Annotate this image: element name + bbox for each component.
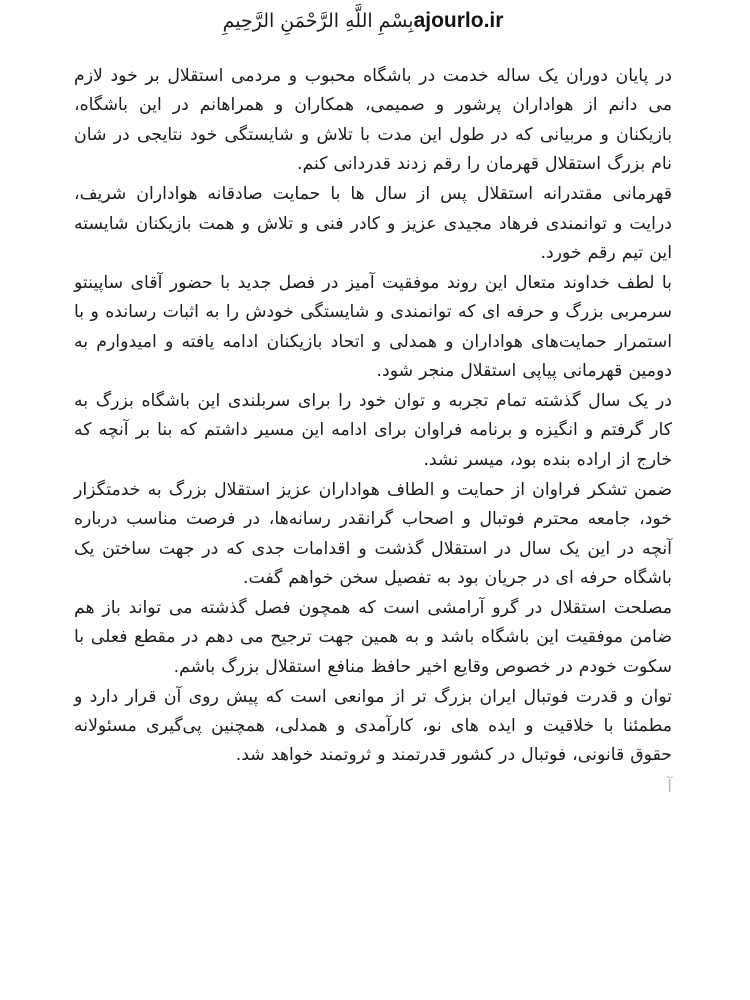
paragraph: در یک سال گذشته تمام تجربه و توان خود را برای سربلندی این باشگاه بزرگ به کار گرفتم و انگیزه و برنامه فراوان برای ادامه این مسیر داشتم که بنا بر آنچه که خارج از اراده بنده بود، میسر نشد.	[74, 390, 672, 470]
paragraph: ضمن تشکر فراوان از حمایت و الطاف هواداران عزیز استقلال بزرگ به خدمتگزار خود، جامعه محترم فوتبال و اصحاب گرانقدر رسانه‌ها، در فرصت مناسب درباره آنچه در این یک سال در استقلال گذشت و اقدامات جدی که در جهت ساختن یک باشگاه حرفه ای در جریان بود به تفصیل سخن خواهم گفت.	[74, 479, 672, 588]
document-header	[0, 0, 750, 46]
paragraph: توان و قدرت فوتبال ایران بزرگ تر از موانعی است که پیش روی آن قرار دارد و مطمئنا با خلاقیت و ایده های نو، کارآمدی و همدلی، همچنین پی‌گیری مسئولانه حقوق قانونی، فوتبال در کشور قدرتمند و ثروتمند خواهد شد.	[74, 686, 672, 766]
basmala-text: بِسْمِ اللَّهِ الرَّحْمَنِ الرَّحِيمِ	[222, 10, 414, 32]
paragraph: با لطف خداوند متعال این روند موفقیت آمیز در فصل جدید با حضور آقای ساپینتو سرمربی بزرگ و حرفه ای که توانمندی و شایستگی خودش را به اثبات رسانده و با استمرار حمایت‌های هواداران و همدلی و اتحاد بازیکنان ادامه یافته و امیدوارم به دومین قهرمانی پیاپی استقلال منجر شود.	[74, 272, 672, 382]
paragraph: قهرمانی مقتدرانه استقلال پس از سال ها با حمایت صادقانه هواداران شریف، درایت و توانمندی فرهاد مجیدی عزیز و کادر فنی و تلاش و همت بازیکنان شایسته این تیم رقم خورد.	[74, 184, 672, 263]
paragraph: مصلحت استقلال در گرو آرامشی است که همچون فصل گذشته می تواند باز هم ضامن موفقیت این باشگاه باشد و به همین جهت ترجیح می دهم در مقطع فعلی با سکوت خودم در خصوص وقایع اخیر حافظ منافع استقلال بزرگ باشم.	[74, 597, 672, 677]
document-body	[0, 62, 750, 797]
paragraph: در پایان دوران یک ساله خدمت در باشگاه محبوب و مردمی استقلال بر خود لازم می دانم از هواداران پرشور و صمیمی، همکاران و همراهانم در این باشگاه، بازیکنان و مربیانی که در طول این مدت با تلاش و شایستگی خود نتایجی در شان نام بزرگ استقلال قهرمان را رقم زدند قدردانی کنم.	[74, 66, 672, 175]
site-watermark: ajourlo.ir	[413, 9, 504, 32]
cutoff-partial-line: آ	[667, 776, 672, 797]
